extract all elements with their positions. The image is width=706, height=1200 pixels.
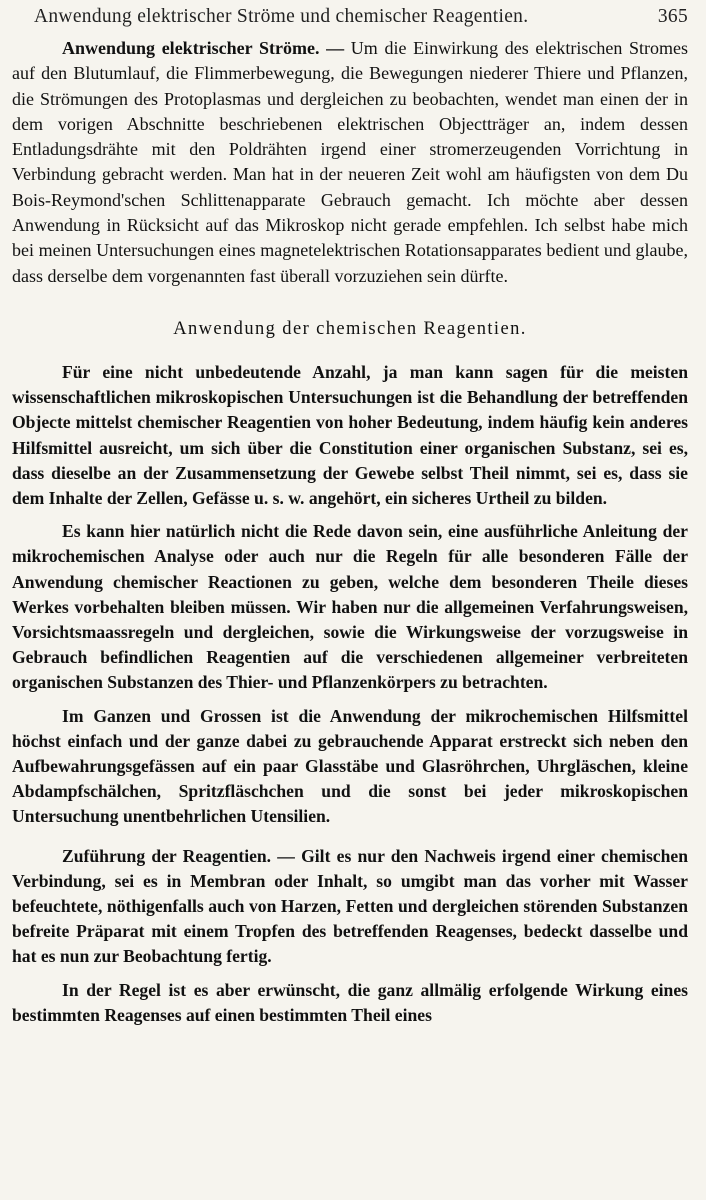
paragraph-supply-of-reagents: [12, 844, 688, 970]
paragraph-text: Um die Einwirkung des elektrischen Stromes auf den Blutumlauf, die Flimmerbewegung, die Bewegungen niederer Thiere und Pflanzen, die Strömungen des Protoplasmas und dergleichen zu beobachten, wendet man einen der in dem vorigen Abschnitte beschriebenen elektrischen Objectträger an, indem dessen Entladungsdrähte mit den Poldrähten irgend einer stromerzeugenden Vorrichtung in Verbindung gebracht werden. Man hat in der neueren Zeit wohl am häufigsten von dem Du Bois-Reymond'schen Schlittenapparate Gebrauch gemacht. Ich möchte aber dessen Anwendung in Rücksicht auf das Mikroskop nicht gerade empfehlen. Ich selbst habe mich bei meinen Untersuchungen eines magnetelektrischen Rotationsapparates bedient und glaube, dass derselbe dem vorgenannten fast überall vorzuziehen sein dürfte.: [12, 38, 688, 286]
paragraph-microchemical-analysis: Es kann hier natürlich nicht die Rede davon sein, eine ausführliche Anleitung der mikrochemischen Analyse oder auch nur die Regeln für alle besonderen Fälle der Anwendung chemischer Reactionen zu geben, welche dem besonderen Theile dieses Werkes vorbehalten bleiben müssen. Wir haben nur die allgemeinen Verfahrungsweisen, Vorsichtsmaassregeln und dergleichen, sowie die Wirkungsweise der vorzugsweise in Gebrauch befindlichen Reagentien auf die verschiedenen allgemeiner verbreiteten organischen Substanzen des Thier- und Pflanzenkörpers zu betrachten.: [12, 521, 688, 693]
section-heading: Anwendung der chemischen Reagentien.: [173, 318, 527, 339]
running-head: [12, 6, 688, 36]
run-in-heading: Anwendung elektrischer Ströme. —: [62, 38, 345, 58]
paragraph-apparatus: Im Ganzen und Grossen ist die Anwendung der mikrochemischen Hilfsmittel höchst einfach und der ganze dabei zu gebrauchende Apparat erstreckt sich neben den Aufbewahrungsgefässen auf ein paar Glasstäbe und Glasröhrchen, Uhrgläschen, kleine Abdampfschälchen, Spritzfläschchen und die sonst bei jeder mikroskopischen Untersuchung unentbehrlichen Utensilien.: [12, 705, 688, 827]
page-number: 365: [657, 6, 688, 27]
run-in-heading: Zuführung der Reagentien. —: [62, 845, 295, 866]
running-title: Anwendung elektrischer Ströme und chemischer Reagentien.: [34, 6, 529, 27]
paragraph-gradual-action: In der Regel ist es aber erwünscht, die ganz allmälig erfolgende Wirkung eines bestimmten Reagenses auf einen bestimmten Theil eines: [12, 979, 688, 1025]
paragraph-text: Gilt es nur den Nachweis irgend einer chemischen Verbindung, sei es in Membran oder Inhalt, so umgibt man das vorher mit Wasser befeuchtete, nöthigenfalls auch von Harzen, Fetten und dergleichen störenden Substanzen befreite Präparat mit einem Tropfen des betreffenden Reagenses, bedeckt dasselbe und hat es nun zur Beobachtung fertig.: [12, 845, 688, 967]
paragraph-reagents-intro: Für eine nicht unbedeutende Anzahl, ja man kann sagen für die meisten wissenschaftlichen mikroskopischen Untersuchungen ist die Behandlung der betreffenden Objecte mittelst chemischer Reagentien von hoher Bedeutung, indem häufig kein anderes Hilfsmittel ausreicht, um sich über die Constitution einer organischen Substanz, sei es, dass dieselbe an der Zusammensetzung der Gewebe selbst Theil nimmt, sei es, dass sie dem Inhalte der Zellen, Gefässe u. s. w. angehört, ein sicheres Urtheil zu bilden.: [12, 361, 688, 508]
paragraph-electric-currents: [12, 36, 688, 289]
